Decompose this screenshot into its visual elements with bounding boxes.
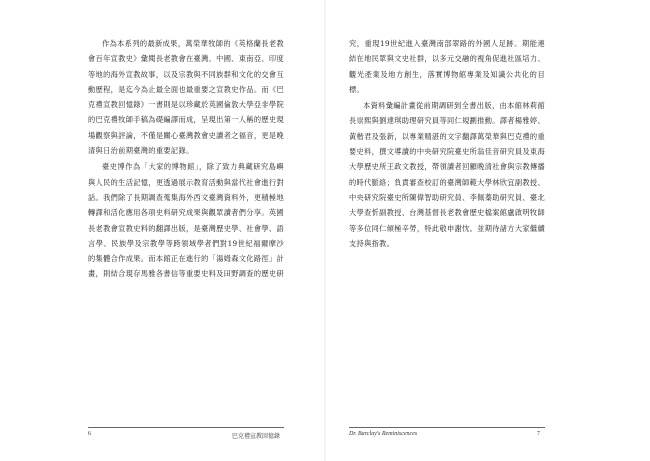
- paragraph: 作為本系列的最新成果，萬榮華牧師的《英格蘭長老教會百年宣教史》彙閱長老教會在臺灣、中國、東南亞、印度等地的海外宣教故事，以及宗教與不同族群和文化的交會互動歷程，是迄今為止最全面也最重要之宣教史作品。而《巴克禮宣教回憶錄》一書則是以珍藏於英國倫敦大學亞非學院的巴克禮牧師手稿為礎編譯而成，呈現出第一人稱的歷史現場觀察與評論，不僅是關心臺灣教會史讀者之福音，更是晚清與日治前期臺灣的重要記錄。: [88, 39, 284, 156]
- paragraph: 臺史博作為「大家的博物館」，除了致力典藏研究島嶼與人民的生活記憶，更透過展示教育活動與當代社會進行對話。我們除了長期調查蒐集海外西文臺灣資料外，更積極地轉譯和活化應用各項史料研究成果與觀眾讀者們分享。英國長老教會宣教史料的翻譯出版，是臺灣歷史學、社會學、語言學、民族學及宗教學等跨領域學者們對19世紀福爾摩沙的集體合作成果。而本館正在進行的「湯姆森文化路徑」計畫，則結合現存馬雅各書信等重要史料及田野調查的歷史研: [88, 162, 284, 279]
- footer-rule: [88, 427, 284, 428]
- running-title: 巴克禮宣教回憶錄: [232, 434, 281, 440]
- paragraph: 究，重現19世紀進入臺灣南部翠路的外國人足跡。期能連結在地民眾與文史社群，以多元交融的視角促進社區培力、觀光產業及地方創生，落實博物館專業及知識公共化的目標。: [349, 39, 545, 94]
- page-number: 6: [88, 431, 91, 437]
- running-title: Dr. Barclay's Reminiscences: [349, 431, 418, 437]
- right-page: [325, 0, 650, 461]
- left-page-body: [88, 36, 284, 282]
- right-page-body: [349, 36, 545, 251]
- page-number: 7: [537, 431, 540, 437]
- paragraph: 本資料彙編計畫從前期調研到全書出版，由本館林莉館長崇熙與劉達琪助理研究員等同仁規劃推動。譯者楊雅婷、黃楷君及張新，以專業精湛的文字翻譯萬榮華與巴克禮的重要史料，撰文導讀的中央研究院臺史所翁佳音研究員及東海大學歷史所王政文教授，帶領讀者回顧晚清社會與宗教傳播的時代脈絡；負責審查校訂的臺灣師範大學林欣宜副教授、中央研究院臺史所陳偉智助研究員、李佩蓁助研究員、臺北大學查忻副教授、台灣基督長老教會歷史檔案館盧啟明牧師等多位同仁傾極辛勞，特此敬申謝忱。並期待諸方大家繼續支持與指教。: [349, 101, 545, 248]
- footer-rule: [349, 427, 545, 428]
